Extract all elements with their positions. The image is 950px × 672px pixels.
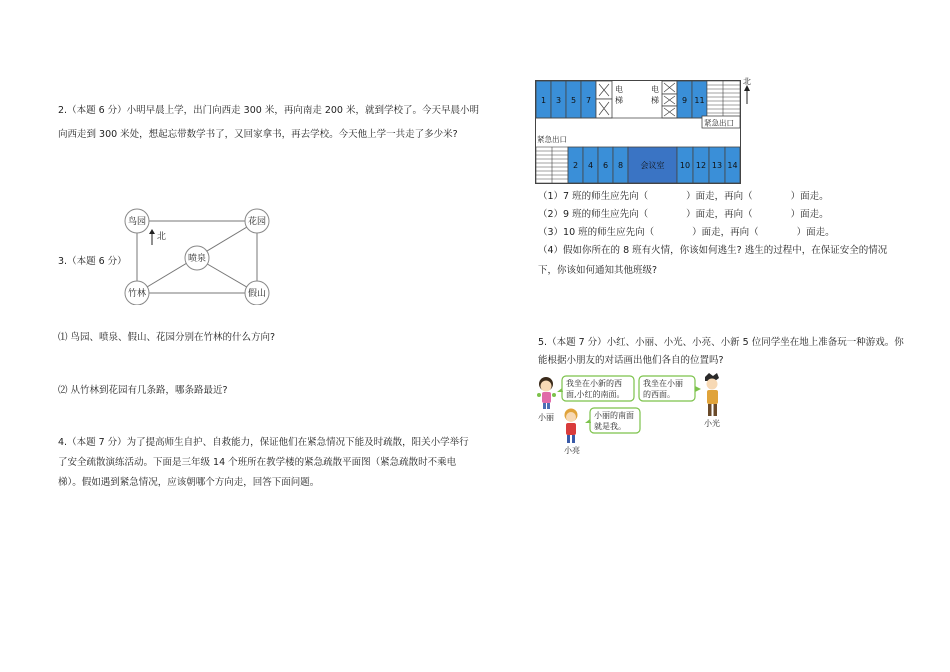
q4-line-2: 了安全疏散演练活动。下面是三年级 14 个班所在教学楼的紧急疏散平面图（紧急疏散时不乘电 — [58, 457, 457, 468]
speech-bubble-1 — [557, 376, 634, 401]
room-number-4: 4 — [587, 161, 594, 170]
label-zhulin: 竹林 — [127, 289, 147, 299]
q2-line-1: 2.（本题 6 分）小明早晨上学，出门向西走 300 米，再向南走 200 米，就到学校了。今天早晨小明 — [58, 105, 479, 116]
evacuation-floor-plan — [535, 76, 753, 184]
q5-line-2: 能根据小朋友的对话画出他们各自的位置吗? — [538, 355, 724, 366]
name-xiaoliang: 小亮 — [564, 446, 580, 455]
elevator-right-label-1: 电 — [651, 85, 659, 94]
meeting-room-label: 会议室 — [640, 161, 665, 170]
bubble-2-line-1: 我坐在小丽 — [643, 379, 683, 388]
q4-line-1: 4.（本题 7 分）为了提高师生自护、自救能力，保证他们在紧急情况下能及时疏散，阳关小学举行 — [58, 437, 469, 448]
room-number-10: 10 — [679, 161, 691, 170]
speech-bubble-2 — [639, 376, 701, 401]
label-huayuan: 花园 — [247, 217, 267, 227]
q4-sub-4-line-1: （4）假如你所在的 8 班有火情，你该如何逃生? 逃生的过程中，在保证安全的情况 — [538, 245, 888, 256]
bubble-2-line-2: 的西面。 — [643, 390, 675, 399]
room-number-14: 14 — [727, 161, 738, 170]
bubble-1-line-1: 我坐在小新的西 — [566, 379, 622, 388]
elevator-left-label-1: 电 — [615, 85, 623, 94]
plan-north-label: 北 — [743, 77, 751, 86]
q4-sub-2: （2）9 班的师生应先向（ ）面走，再向（ ）面走。 — [538, 209, 829, 220]
q2-line-2: 向西走到 300 米处，想起忘带数学书了，又回家拿书，再去学校。今天他上学一共走了多少米? — [58, 129, 458, 140]
room-number-7: 7 — [585, 96, 592, 105]
room-number-13: 13 — [711, 161, 723, 170]
label-niaoyuan: 鸟园 — [127, 217, 147, 227]
q5-line-1: 5.（本题 7 分）小红、小丽、小光、小亮、小新 5 位同学坐在地上准备玩一种游戏。你 — [538, 337, 904, 348]
exit-right-label: 紧急出口 — [704, 118, 734, 128]
name-xiaoguang: 小光 — [704, 419, 720, 428]
room-number-12: 12 — [695, 161, 707, 170]
room-number-5: 5 — [570, 96, 577, 105]
elevator-left-label-2: 梯 — [615, 96, 623, 105]
kids-dialogue-illustration — [535, 373, 725, 455]
bubble-3-line-2: 就是我。 — [594, 422, 626, 431]
q4-line-3: 梯）。假如遇到紧急情况，应该朝哪个方向走，回答下面问题。 — [58, 477, 320, 488]
q4-sub-3: （3）10 班的师生应先向（ ）面走，再向（ ）面走。 — [538, 227, 835, 238]
room-number-8: 8 — [617, 161, 624, 170]
xiaoliang-figure-icon — [565, 409, 578, 444]
q3-sub-1: ⑴ 鸟园、喷泉、假山、花园分别在竹林的什么方向? — [58, 332, 276, 343]
q4-sub-1: （1）7 班的师生应先向（ ）面走，再向（ ）面走。 — [538, 191, 829, 202]
q3-label: 3.（本题 6 分） — [58, 256, 127, 267]
room-number-2: 2 — [572, 161, 579, 170]
name-xiaoli: 小丽 — [538, 413, 554, 422]
room-number-9: 9 — [681, 96, 688, 105]
room-number-3: 3 — [555, 96, 562, 105]
q4-sub-4-line-2: 下，你该如何通知其他班级? — [538, 265, 658, 276]
exit-left-label: 紧急出口 — [537, 135, 567, 144]
label-penquan: 喷泉 — [187, 254, 207, 264]
room-number-11: 11 — [694, 96, 705, 105]
bubble-3-line-1: 小丽的南面 — [594, 411, 634, 420]
speech-bubble-3 — [585, 408, 640, 433]
bubble-1-line-2: 面,小红的南面。 — [566, 390, 625, 399]
q3-sub-2: ⑵ 从竹林到花园有几条路，哪条路最近? — [58, 385, 228, 396]
label-jiashan: 假山 — [247, 289, 267, 299]
north-arrow-icon — [743, 76, 751, 104]
xiaoguang-figure-icon — [705, 373, 719, 416]
room-number-1: 1 — [540, 96, 547, 105]
north-label: 北 — [157, 232, 167, 242]
park-map-diagram — [115, 205, 280, 305]
elevator-right-label-2: 梯 — [651, 96, 659, 105]
xiaoli-figure-icon — [537, 377, 556, 409]
north-arrow-icon — [149, 229, 166, 245]
room-number-6: 6 — [602, 161, 609, 170]
